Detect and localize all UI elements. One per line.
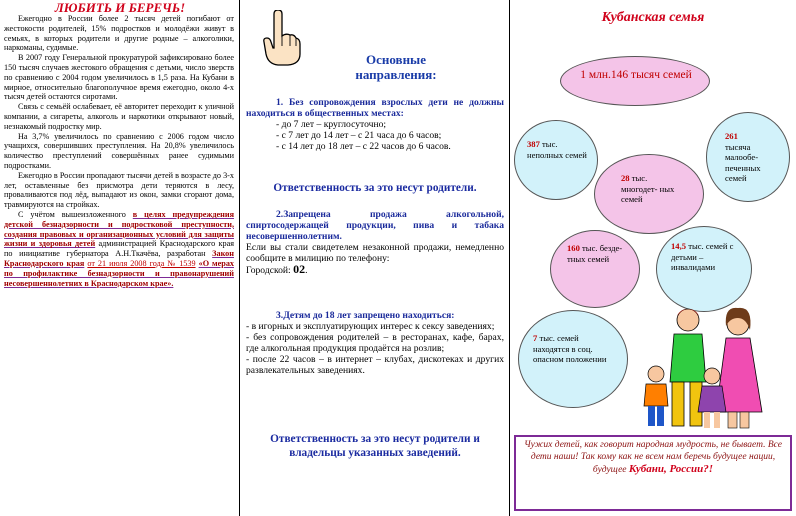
family-illustration-icon [636, 300, 786, 432]
list-item: - с 14 лет до 18 лет – с 22 часов до 6 часов. [276, 141, 451, 152]
section-2-title: 2.Запрещена продажа алкогольной, спиртосодержащей продукции, пива и табака несовершеннолетним. [246, 209, 504, 242]
pointing-hand-icon [260, 10, 302, 66]
main-directions-heading: Основные направления: [355, 52, 437, 82]
responsibility-1: Ответственность за это несут родители. [273, 182, 477, 194]
low-income-families-oval: 261 тысяча малообе- печенных семей [706, 112, 790, 202]
law-intro: С учётом вышеизложенного [18, 209, 126, 219]
section-2 [246, 209, 504, 276]
paragraph: Ежегодно в России пропадают тысячи детей в возрасте до 3-х лет, оставленные без присмотра дети теряются в лесу, проваливаются под лёд, выпадают из окон, замки сгорают дома, травмируются на стройках. [4, 170, 234, 210]
law-name: «О мерах по профилактике безнадзорности и правонарушений несовершеннолетних в Краснодарском крае». [4, 258, 235, 288]
paragraph-law [4, 210, 234, 288]
paragraph: Связь с семьёй ослабевает, её авторитет переходит к уличной компании, а сигареты, алкоголь и наркотики открывают новый, незнакомый подростку мир. [4, 102, 234, 131]
quote-highlight: Кубани, России?! [628, 463, 714, 475]
list-item: - без сопровождения родителей – в ресторанах, кафе, барах, где алкогольная продукция продаётся на розлив; [246, 332, 504, 354]
section-3 [246, 310, 504, 376]
quote-text: Чужих детей, как говорит народная мудрость, не бывает. Все дети наши! Так кому как не всем нам беречь будущее нации, будущее [524, 440, 782, 475]
left-column [0, 0, 240, 516]
disabled-children-families-oval: 14,5 тыс. семей с детьми – инвалидами [656, 226, 752, 312]
list-item: - после 22 часов – в интернет – клубах, дискотеках и других развлекательных заведениях. [246, 354, 504, 376]
middle-column [240, 0, 510, 516]
law-goal: в целях предупреждения детской безнадзорности и подростковой преступности, создания правовых и организационных условий для защиты жизни и здоровья детей [4, 209, 235, 249]
phone-line: Городской: 02. [246, 262, 308, 276]
paragraph: В 2007 году Генеральной прокуратурой зафиксировано более 150 тысяч случаев жестокого обращения с детьми, число зверств по сравнению с 2004 годом увеличилось в 1,5 раза. На Кубани в мирное, относительно благополучное время ежегодно, около 4-х тысяч детей остаются сиротами. [4, 53, 234, 102]
law-author: администрацией Краснодарского края по инициативе губернатора А.Н.Ткачёва, разработан [4, 239, 235, 259]
total-families-oval: 1 млн.146 тысяч семей [560, 56, 710, 106]
phone-number: 02 [293, 262, 306, 276]
paragraph: На 3,7% увеличилось по сравнению с 2006 годом число учащихся, совершивших преступления. На 20,8% увеличилось количество преступлений совершённых ранее судимыми подростками. [4, 131, 234, 170]
section-2-text: Если вы стали свидетелем незаконной продажи, немедленно сообщите в милицию по телефону: [246, 242, 504, 264]
list-item: - до 7 лет – круглосуточно; [276, 119, 387, 130]
left-title: ЛЮБИТЬ И БЕРЕЧЬ! [54, 0, 186, 15]
list-item: - с 7 лет до 14 лет – с 21 часа до 6 часов; [276, 130, 442, 141]
right-column [510, 0, 796, 516]
danger-families-oval: 7 тыс. семей находятся в соц. опасном положении [518, 310, 628, 408]
incomplete-families-oval: 387 тыс. неполных семей [514, 120, 598, 200]
section-1-title: 1. Без сопровождения взрослых дети не должны находиться в общественных местах: [246, 97, 504, 119]
left-text [4, 14, 234, 288]
law-date: от 21 июля 2008 года № 1539 [87, 258, 196, 268]
list-item: - в игорных и эксплуатирующих интерес к сексу заведениях; [246, 321, 495, 332]
section-1 [246, 97, 504, 152]
law-title: Закон Краснодарского края [4, 249, 234, 268]
kuban-family-title: Кубанская семья [601, 10, 705, 25]
responsibility-2: Ответственность за это несут родители и владельцы указанных заведений. [270, 433, 480, 459]
section-3-title: 3.Детям до 18 лет запрещено находиться: [276, 310, 455, 321]
paragraph: Ежегодно в России более 2 тысяч детей погибают от жестокости родителей, 15% подростков и молодёжи живут в семьях, в которых родители и другие родные – алкоголики, наркоманы, судимые. [4, 14, 234, 53]
quote-box [514, 435, 792, 511]
large-families-oval: 28 тыс. многодет- ных семей [594, 154, 704, 234]
childless-families-oval: 160 тыс. бездетных семей [550, 230, 640, 308]
